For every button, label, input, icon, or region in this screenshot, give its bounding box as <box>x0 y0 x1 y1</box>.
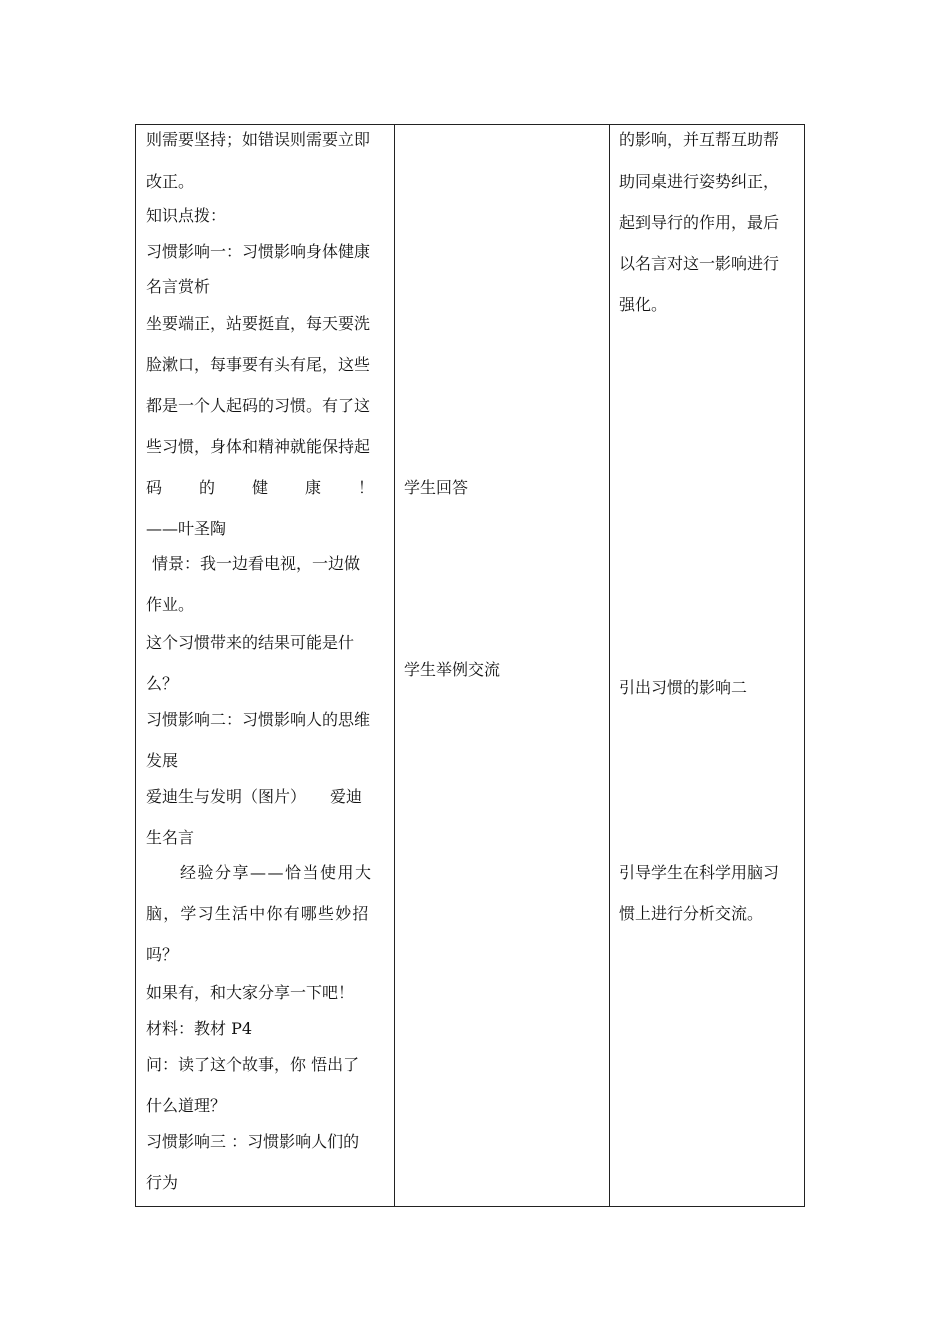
content-line: 材料：教材 P4 <box>146 1019 253 1038</box>
content-line: 什么道理？ <box>146 1096 227 1115</box>
content-line: 名言赏析 <box>146 277 211 296</box>
content-line: 么？ <box>146 674 179 693</box>
content-line: 脸漱口，每事要有头有尾，这些 <box>146 355 371 374</box>
content-char: ！ <box>357 478 374 497</box>
content-char: 康 <box>304 478 321 497</box>
content-line: ——叶圣陶 <box>146 519 227 538</box>
content-line: 习惯影响二：习惯影响人的思维 <box>146 710 371 729</box>
intent-line: 强化。 <box>619 295 668 314</box>
intent-line: 的影响，并互帮互助帮 <box>619 130 780 149</box>
column-divider <box>609 125 610 1206</box>
student-activity-answer: 学生回答 <box>404 478 469 497</box>
intent-line: 引出习惯的影响二 <box>619 678 748 697</box>
content-line: 爱迪生与发明（图片） 爱迪 <box>146 787 363 806</box>
intent-line: 助同桌进行姿势纠正， <box>619 172 780 191</box>
content-line: 都是一个人起码的习惯。有了这 <box>146 396 371 415</box>
content-line: 问：读了这个故事，你 悟出了 <box>146 1055 360 1074</box>
content-line: 吗？ <box>146 945 179 964</box>
content-line: 脑，学习生活中你有哪些妙招 <box>146 904 370 923</box>
column-divider <box>394 125 395 1206</box>
content-line: 发展 <box>146 751 179 770</box>
content-line: 情景：我一边看电视，一边做 <box>152 554 361 573</box>
content-line: 习惯影响一：习惯影响身体健康 <box>146 242 371 261</box>
content-line: 行为 <box>146 1173 179 1192</box>
intent-line: 惯上进行分析交流。 <box>619 904 764 923</box>
content-char: 的 <box>198 478 215 497</box>
content-line: 些习惯，身体和精神就能保持起 <box>146 437 371 456</box>
student-activity-exchange: 学生举例交流 <box>404 660 501 679</box>
content-line: 知识点拨： <box>146 206 227 225</box>
content-line: 这个习惯带来的结果可能是什 <box>146 633 355 652</box>
content-line: 改正。 <box>146 172 195 191</box>
intent-line: 以名言对这一影响进行 <box>619 254 780 273</box>
content-line: 如果有，和大家分享一下吧！ <box>146 983 355 1002</box>
intent-line: 引导学生在科学用脑习 <box>619 863 780 882</box>
content-char: 健 <box>251 478 268 497</box>
content-line: 习惯影响三 ：习惯影响人们的 <box>146 1132 360 1151</box>
content-line: 作业。 <box>146 595 195 614</box>
content-line: 则需要坚持；如错误则需要立即 <box>146 130 371 149</box>
intent-line: 起到导行的作用，最后 <box>619 213 780 232</box>
content-line: 经验分享——恰当使用大 <box>180 863 373 882</box>
content-line: 坐要端正，站要挺直，每天要洗 <box>146 314 371 333</box>
content-line: 生名言 <box>146 828 195 847</box>
lesson-plan-table <box>135 124 805 1207</box>
content-line-spread <box>146 477 374 499</box>
content-char: 码 <box>146 478 163 497</box>
